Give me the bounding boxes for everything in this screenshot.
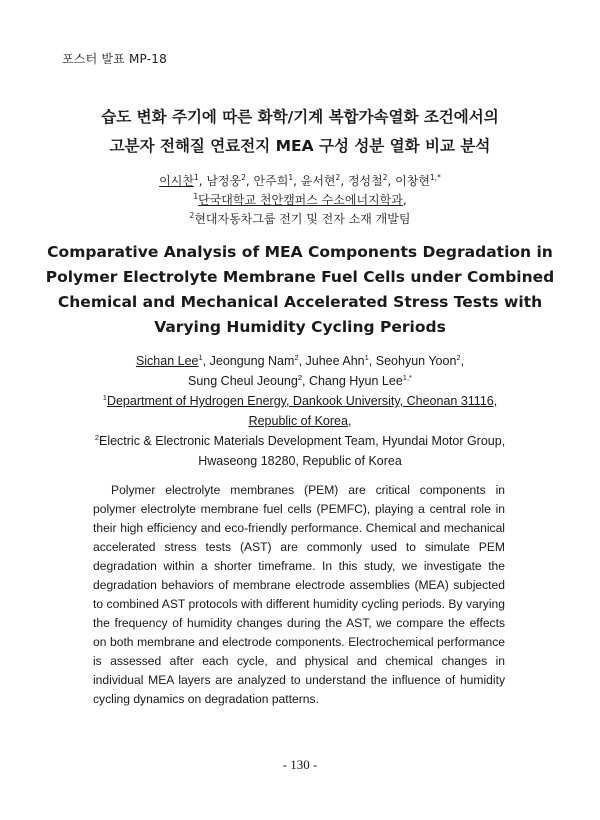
english-author-name: Juhee Ahn: [305, 354, 365, 368]
affiliation-text: Electric & Electronic Materials Development Team, Hyundai Motor Group,: [98, 434, 506, 448]
english-author-name: Sung Cheul Jeoung: [188, 374, 298, 388]
affiliation-tail: ,: [347, 414, 352, 428]
page-number: - 130 -: [282, 757, 318, 772]
korean-affiliation-2: [40, 210, 560, 229]
korean-title-line: 고분자 전해질 연료전지 MEA 구성 성분 열화 비교 분석: [109, 137, 491, 155]
korean-author-name: 이창현: [395, 174, 430, 188]
affil-sup: 2: [94, 432, 99, 442]
author-affil-sup: 2: [241, 173, 246, 182]
session-label: 포스터 발표 MP-18: [62, 52, 167, 66]
korean-authors-block: [40, 172, 560, 229]
author-separator: ,: [198, 174, 207, 188]
english-author-line: [30, 371, 570, 391]
korean-author-name: 윤서현: [300, 174, 336, 188]
english-title-line: Varying Humidity Cycling Periods: [154, 318, 446, 336]
affiliation-text: Department of Hydrogen Energy, Dankook University, Cheonan 31116,: [106, 394, 498, 408]
author-separator: ,: [202, 354, 210, 368]
english-author-name: Jeongung Nam: [209, 354, 295, 368]
author-affil-sup: 2: [297, 372, 302, 382]
affiliation-text: 단국대학교 천안캠퍼스 수소에너지학과: [198, 193, 403, 207]
english-title-line: Chemical and Mechanical Accelerated Stress Tests with: [57, 293, 543, 311]
author-separator: ,: [302, 374, 309, 388]
author-affil-sup: 1,*: [429, 173, 441, 182]
affiliation-tail: ,: [402, 193, 407, 207]
korean-author-name: 남정웅: [206, 174, 242, 188]
english-author-name: Sichan Lee: [135, 354, 199, 368]
korean-affiliation-1: [40, 191, 560, 210]
author-affil-sup: 1: [198, 352, 203, 362]
english-author-name: Chang Hyun Lee: [308, 374, 403, 388]
author-affil-sup: 2: [335, 173, 341, 182]
author-separator: ,: [387, 174, 396, 188]
author-separator: ,: [368, 354, 376, 368]
author-affil-sup: 1: [288, 173, 294, 182]
author-affil-sup: 2: [382, 173, 388, 182]
author-affil-sup: 1,*: [402, 372, 412, 382]
abstract-body: Polymer electrolyte membranes (PEM) are critical components in polymer electrolyte membrane fuel cells (PEMFC), playing a central role in their high efficiency and eco-friendly performance. Chemical and mechanical accelerated stress tests (AST) are commonly used to simulate PEM degradation within a shorter timeframe. In this study, we investigate the degradation behaviors of membrane electrode assemblies (MEA) subjected to combined AST protocols with different humidity cycling periods. By varying the frequency of humidity changes during the AST, we compare the effects on both membrane and electrode components. Electrochemical performance is assessed after each cycle, and physical and chemical changes in individual MEA layers are analyzed to understand the influence of humidity cycling dynamics on degradation patterns.: [93, 483, 505, 706]
english-authors-block: [30, 351, 570, 471]
korean-author-name: 이시찬: [159, 174, 194, 188]
author-separator: ,: [460, 354, 465, 368]
author-separator: ,: [293, 174, 301, 188]
english-affiliation-2: [30, 431, 570, 451]
korean-author-name: 정성철: [347, 174, 383, 188]
author-affil-sup: 1: [193, 173, 199, 182]
english-title-line: Polymer Electrolyte Membrane Fuel Cells under Combined: [45, 268, 555, 286]
english-title-line: Comparative Analysis of MEA Components Degradation in: [47, 243, 553, 261]
author-affil-sup: 1: [364, 352, 369, 362]
korean-title-line: 습도 변화 주기에 따른 화학/기계 복합가속열화 조건에서의: [101, 108, 499, 126]
affil-sup: 1: [102, 392, 107, 402]
author-separator: ,: [340, 174, 348, 188]
author-separator: ,: [245, 174, 254, 188]
author-separator: ,: [298, 354, 306, 368]
affiliation-text: 현대자동차그룹 전기 및 전자 소재 개발팀: [194, 212, 411, 226]
english-author-line: [30, 351, 570, 371]
english-title: [30, 240, 570, 340]
affil-sup: 2: [189, 211, 195, 220]
english-affiliation-1-cont: [30, 411, 570, 431]
author-affil-sup: 2: [294, 352, 299, 362]
english-author-name: Seohyun Yoon: [375, 354, 457, 368]
english-affiliation-1: [30, 391, 570, 411]
korean-title: [40, 103, 560, 161]
author-affil-sup: 2: [456, 352, 461, 362]
affiliation-text: Republic of Korea: [248, 414, 348, 428]
korean-author-name: 안주희: [253, 174, 289, 188]
korean-author-list: [40, 172, 560, 191]
affil-sup: 1: [193, 192, 199, 201]
english-affiliation-2-cont: Hwaseong 18280, Republic of Korea: [198, 454, 402, 468]
